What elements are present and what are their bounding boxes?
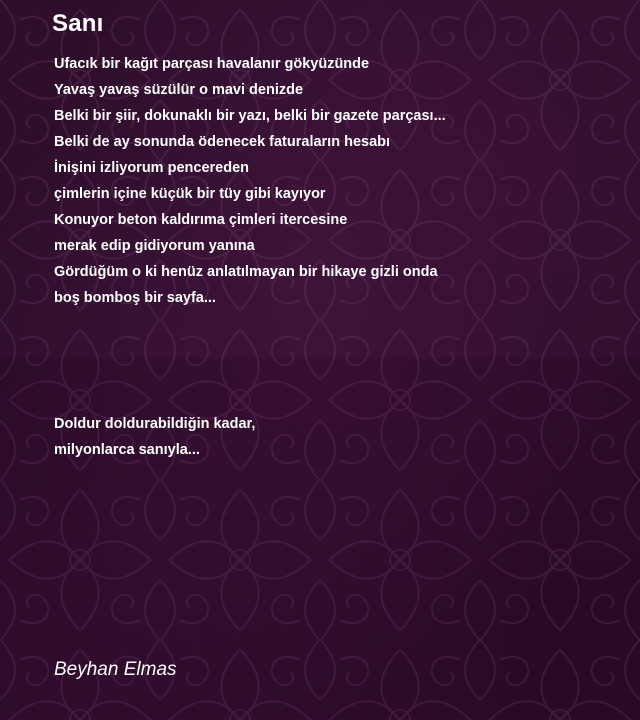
poem-line: Konuyor beton kaldırıma çimleri itercesine (54, 212, 348, 228)
poem-line: boş bomboş bir sayfa... (54, 290, 216, 306)
poem-line: Gördüğüm o ki henüz anlatılmayan bir hikaye gizli onda (54, 264, 438, 280)
poem-title: Sanı (52, 10, 104, 37)
poem-line: milyonlarca sanıyla... (54, 442, 200, 458)
poem-line: Doldur doldurabildiğin kadar, (54, 416, 256, 432)
poem-line: çimlerin içine küçük bir tüy gibi kayıyor (54, 186, 326, 202)
poem-line: Belki bir şiir, dokunaklı bir yazı, belki bir gazete parçası... (54, 108, 446, 124)
author-name: Beyhan Elmas (54, 659, 177, 680)
poem-line: merak edip gidiyorum yanına (54, 238, 255, 254)
stanza-1 (54, 51, 446, 311)
stanza-2 (54, 411, 255, 463)
poem-line: Yavaş yavaş süzülür o mavi denizde (54, 82, 304, 98)
poem-line: Ufacık bir kağıt parçası havalanır gökyüzünde (54, 56, 370, 72)
poem-line: İnişini izliyorum pencereden (54, 160, 249, 176)
poem-line: Belki de ay sonunda ödenecek faturaların hesabı (54, 134, 391, 150)
